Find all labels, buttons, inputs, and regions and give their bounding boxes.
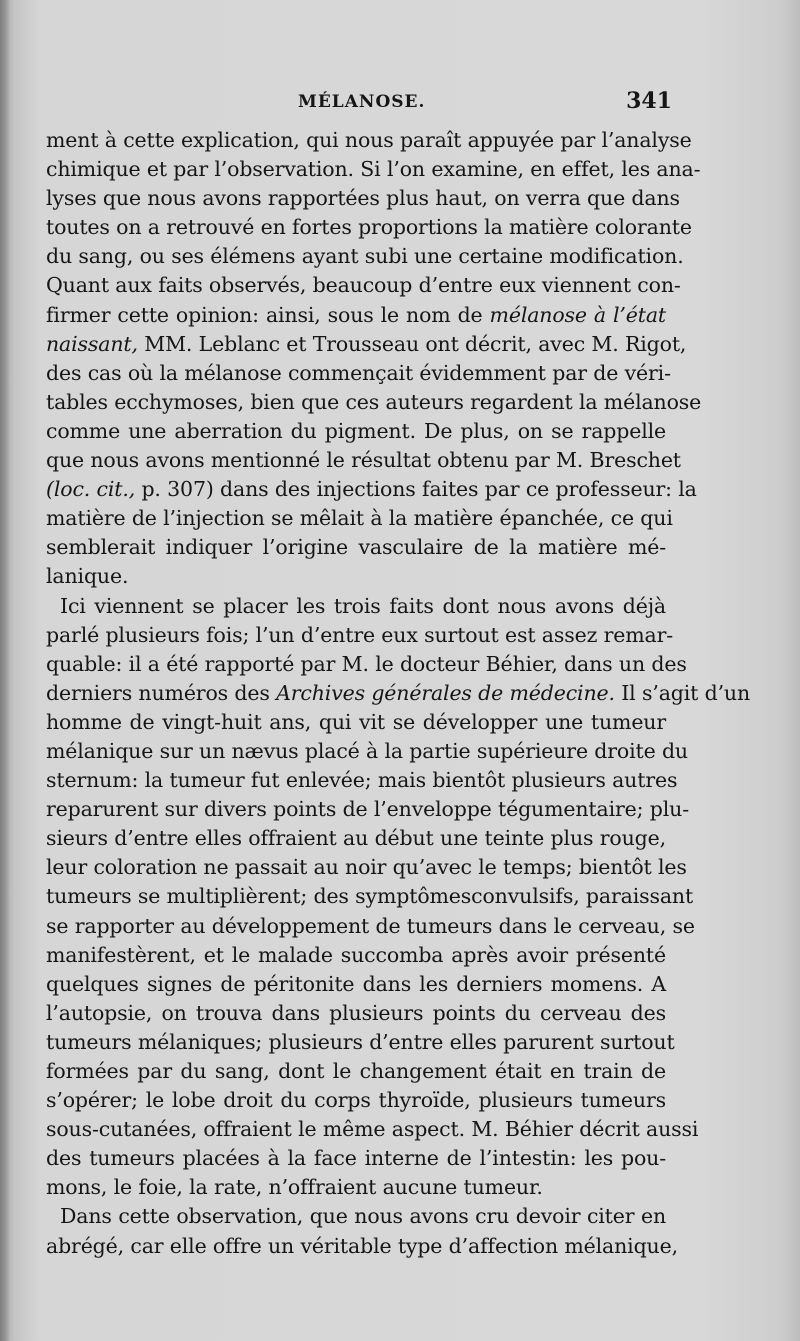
text-line: mons, le foie, la rate, n’offraient aucune tumeur. bbox=[46, 1175, 543, 1200]
text-line: comme une aberration du pigment. De plus, on se rappelle bbox=[46, 418, 666, 443]
text-line: reparurent sur divers points de l’enveloppe tégumentaire; plu- bbox=[46, 797, 689, 822]
text-line: tables ecchymoses, bien que ces auteurs regardent la mélanose bbox=[46, 389, 702, 414]
text-line: ment à cette explication, qui nous paraît appuyée par l’analyse bbox=[46, 128, 692, 152]
text-line bbox=[46, 475, 697, 504]
body-text bbox=[46, 126, 751, 1261]
text-line: Dans cette observation, que nous avons cru devoir citer en bbox=[60, 1204, 666, 1229]
text-line: chimique et par l’observation. Si l’on examine, en effet, les ana- bbox=[46, 157, 701, 182]
text-line: lanique. bbox=[46, 564, 129, 589]
text-line: l’autopsie, on trouva dans plusieurs points du cerveau des bbox=[46, 1000, 666, 1025]
text-line: Ici viennent se placer les trois faits dont nous avons déjà bbox=[60, 593, 666, 618]
text-line: Quant aux faits observés, beaucoup d’entre eux viennent con- bbox=[46, 273, 681, 298]
text-line: homme de vingt-huit ans, qui vit se développer une tumeur bbox=[46, 709, 666, 734]
text-segment: firmer cette opinion: ainsi, sous le nom de bbox=[46, 302, 483, 327]
text-line: quable: il a été rapporté par M. le docteur Béhier, dans un des bbox=[46, 651, 687, 676]
text-line: sternum: la tumeur fut enlevée; mais bientôt plusieurs autres bbox=[46, 768, 678, 793]
italic-citation: (loc. cit., bbox=[46, 477, 136, 502]
italic-term: naissant, bbox=[46, 331, 138, 356]
page-number: 341 bbox=[626, 88, 672, 114]
italic-term: mélanose à l’état bbox=[489, 302, 666, 327]
text-line: abrégé, car elle offre un véritable type d’affection mélanique, bbox=[46, 1233, 678, 1258]
text-line: quelques signes de péritonite dans les derniers momens. A bbox=[46, 971, 666, 996]
text-line: des cas où la mélanose commençait évidemment par de véri- bbox=[46, 360, 671, 385]
text-segment: p. 307) dans des injections faites par ce professeur: la bbox=[141, 477, 697, 502]
text-line: que nous avons mentionné le résultat obtenu par M. Breschet bbox=[46, 448, 681, 473]
text-line bbox=[46, 301, 666, 330]
text-line: tumeurs mélaniques; plusieurs d’entre elles parurent surtout bbox=[46, 1029, 675, 1054]
text-line: matière de l’injection se mêlait à la matière épanchée, ce qui bbox=[46, 506, 673, 531]
binding-shadow bbox=[0, 0, 10, 1341]
text-segment: MM. Leblanc et Trousseau ont décrit, avec M. Rigot, bbox=[144, 331, 687, 356]
running-head: MÉLANOSE. bbox=[298, 92, 426, 112]
text-line: sieurs d’entre elles offraient au début une teinte plus rouge, bbox=[46, 826, 666, 851]
text-line: manifestèrent, et le malade succomba après avoir présenté bbox=[46, 942, 666, 967]
page-header bbox=[50, 88, 672, 120]
text-line bbox=[46, 330, 687, 359]
text-line: sous-cutanées, offraient le même aspect. M. Béhier décrit aussi bbox=[46, 1117, 699, 1142]
text-line: formées par du sang, dont le changement était en train de bbox=[46, 1059, 666, 1083]
text-line: du sang, ou ses élémens ayant subi une certaine modification. bbox=[46, 244, 684, 269]
text-segment: Il s’agit d’un bbox=[621, 680, 751, 705]
text-line: toutes on a retrouvé en fortes proportions la matière colorante bbox=[46, 215, 692, 240]
text-line: parlé plusieurs fois; l’un d’entre eux surtout est assez remar- bbox=[46, 622, 674, 647]
text-line: se rapporter au développement de tumeurs dans le cerveau, se bbox=[46, 913, 695, 938]
text-segment: derniers numéros des bbox=[46, 680, 270, 705]
text-line bbox=[46, 679, 751, 708]
text-line: leur coloration ne passait au noir qu’avec le temps; bientôt les bbox=[46, 855, 687, 880]
text-line: lyses que nous avons rapportées plus haut, on verra que dans bbox=[46, 186, 680, 211]
italic-title: Archives générales de médecine. bbox=[276, 680, 615, 705]
text-line: semblerait indiquer l’origine vasculaire de la matière mé- bbox=[46, 535, 666, 560]
text-line: tumeurs se multiplièrent; des symptômesconvulsifs, paraissant bbox=[46, 884, 694, 909]
text-line: des tumeurs placées à la face interne de l’intestin: les pou- bbox=[46, 1146, 666, 1171]
text-line: s’opérer; le lobe droit du corps thyroïde, plusieurs tumeurs bbox=[46, 1088, 666, 1113]
text-line: mélanique sur un nævus placé à la partie supérieure droite du bbox=[46, 738, 688, 763]
